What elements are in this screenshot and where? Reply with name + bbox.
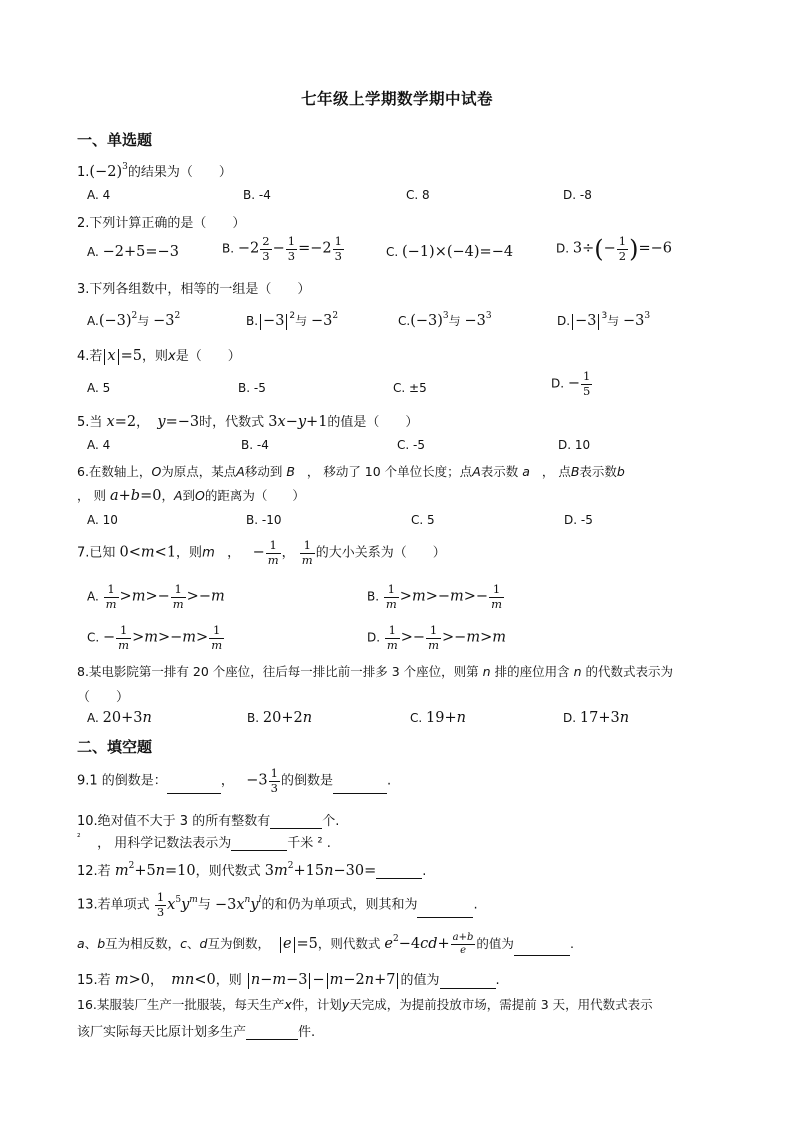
- q1-expression: $(-2)^3$: [89, 162, 128, 180]
- q7-option-c: C. − $\frac{1}{m}$ >m>−m> $\frac{1}{m}$: [87, 623, 223, 652]
- question-15: 15.若 m>0， mn<0，则 n−m−3 − m−2n+7 的值为 .: [77, 972, 500, 988]
- q3-option-d: D. −3 $^3$与 $-3^3$: [557, 311, 651, 329]
- q11-blank[interactable]: [231, 836, 287, 851]
- question-6-line-2: ， 则 a+b=0，A到O的距离为（ ）: [77, 488, 305, 504]
- q2-option-c: C. (−1)×(−4)=−4: [386, 244, 514, 260]
- q8-option-a: A. 20+3n: [87, 710, 152, 726]
- question-1: $1.(-2)^3$的结果为（ ）: [77, 162, 232, 180]
- question-5: 5.当 x=2， y=−3时，代数式 3x−y+1的值是（ ）: [77, 414, 419, 430]
- q4-option-a: A. 5: [87, 381, 111, 395]
- question-10: 10.绝对值不大于 3 的所有整数有 个.: [77, 814, 340, 829]
- q9-blank-2[interactable]: [333, 779, 387, 794]
- q6-option-d: D. -5: [564, 513, 593, 527]
- q8-option-b: B. 20+2n: [247, 710, 313, 726]
- q6-option-b: B. -10: [246, 513, 282, 527]
- question-3: 3.下列各组数中，相等的一组是（ ）: [77, 282, 311, 297]
- q2-option-d: D. 3÷(− $\frac{1}{2}$ )=−6: [556, 234, 673, 263]
- section-heading-single-choice: 一、单选题: [77, 131, 153, 149]
- q1-option-a: A. 4: [87, 188, 111, 202]
- q6-option-c: C. 5: [411, 513, 435, 527]
- q14-blank[interactable]: [514, 941, 570, 956]
- question-16-line-2: 该厂实际每天比原计划多生产 件.: [77, 1025, 316, 1040]
- q5-option-b: B. -4: [241, 438, 269, 452]
- section-heading-fill-in: 二、填空题: [77, 738, 153, 756]
- question-11: $^{^2}$ ， 用科学记数法表示为 千米 ² .: [77, 833, 331, 851]
- question-6-line-1: 6.在数轴上，O为原点，某点A移动到 B ， 移动了 10 个单位长度；点A表示数 a ， 点B表示数b: [77, 464, 625, 479]
- q8-option-d: D. 17+3n: [563, 710, 630, 726]
- q7-option-b: B. $\frac{1}{m}$ >m>−m>− $\frac{1}{m}$: [367, 582, 502, 611]
- q9-blank-1[interactable]: [167, 779, 221, 794]
- q5-option-a: A. 4: [87, 438, 111, 452]
- question-16-line-1: 16.某服装厂生产一批服装，每天生产x件，计划y天完成，为提前投放市场，需提前 3 天，用代数式表示: [77, 997, 653, 1012]
- q4-option-c: C. ±5: [393, 381, 427, 395]
- q3-option-a: $A.(-3)^2$与 $-3^2$: [87, 311, 181, 329]
- q5-option-c: C. -5: [397, 438, 425, 452]
- q16-blank[interactable]: [246, 1025, 298, 1040]
- q5-option-d: D. 10: [558, 438, 591, 452]
- q2-option-a: A. −2+5=−3: [87, 244, 179, 260]
- question-2: 2.下列计算正确的是（ ）: [77, 216, 246, 231]
- question-13: 13.若单项式 $\frac{1}{3}$ $x^5y^m$与 $-3x^ny^l$的和仍为单项式，则其和为 .: [77, 890, 478, 919]
- q1-option-b: B. -4: [243, 188, 271, 202]
- q12-blank[interactable]: [376, 864, 422, 879]
- q4-option-b: B. -5: [238, 381, 266, 395]
- question-7: 7.已知 0<m<1，则m ， − $\frac{1}{m}$ ， $\frac{1}{m}$ 的大小关系为（ ）: [77, 538, 446, 567]
- question-8-line-2: （ ）: [77, 690, 130, 705]
- q7-option-d: D. $\frac{1}{m}$ >− $\frac{1}{m}$ >−m>m: [367, 623, 506, 652]
- page-title: 七年级上学期数学期中试卷: [300, 90, 493, 108]
- q3-option-b: B. −3 $^2$与 $-3^2$: [246, 311, 339, 329]
- q1-option-c: C. 8: [406, 188, 430, 202]
- question-8-line-1: 8.某电影院第一排有 20 个座位，往后每一排比前一排多 3 个座位，则第 n 排的座位用含 n 的代数式表示为: [77, 664, 674, 679]
- q10-blank[interactable]: [270, 814, 322, 829]
- q2-option-b: B. −2 $\frac{2}{3}$ − $\frac{1}{3}$ =−2 $\frac{1}{3}$: [222, 234, 342, 263]
- question-12: 12.若 $m^2+5n=10$，则代数式 $3m^2+15n-30=$ .: [77, 861, 427, 879]
- question-4: 4.若 x =5，则x是（ ）: [77, 348, 241, 364]
- q7-option-a: A. $\frac{1}{m}$ >m>− $\frac{1}{m}$ >−m: [87, 582, 225, 611]
- question-9: 9.1 的倒数是： ， −3 $\frac{1}{3}$ 的倒数是 .: [77, 766, 392, 795]
- q6-option-a: A. 10: [87, 513, 118, 527]
- q3-option-c: $C.(-3)^3$与 $-3^3$: [398, 311, 492, 329]
- q1-option-d: D. -8: [563, 188, 592, 202]
- q8-option-c: C. 19+n: [410, 710, 466, 726]
- question-14: a、b互为相反数，c、d互为倒数， e =5，则代数式 $e^2-4cd+$ $\frac{a+b}{e}$ 的值为 .: [77, 932, 574, 956]
- q15-blank[interactable]: [440, 974, 496, 989]
- q13-blank[interactable]: [417, 903, 473, 918]
- q4-option-d: D. − $\frac{1}{5}$: [551, 369, 591, 398]
